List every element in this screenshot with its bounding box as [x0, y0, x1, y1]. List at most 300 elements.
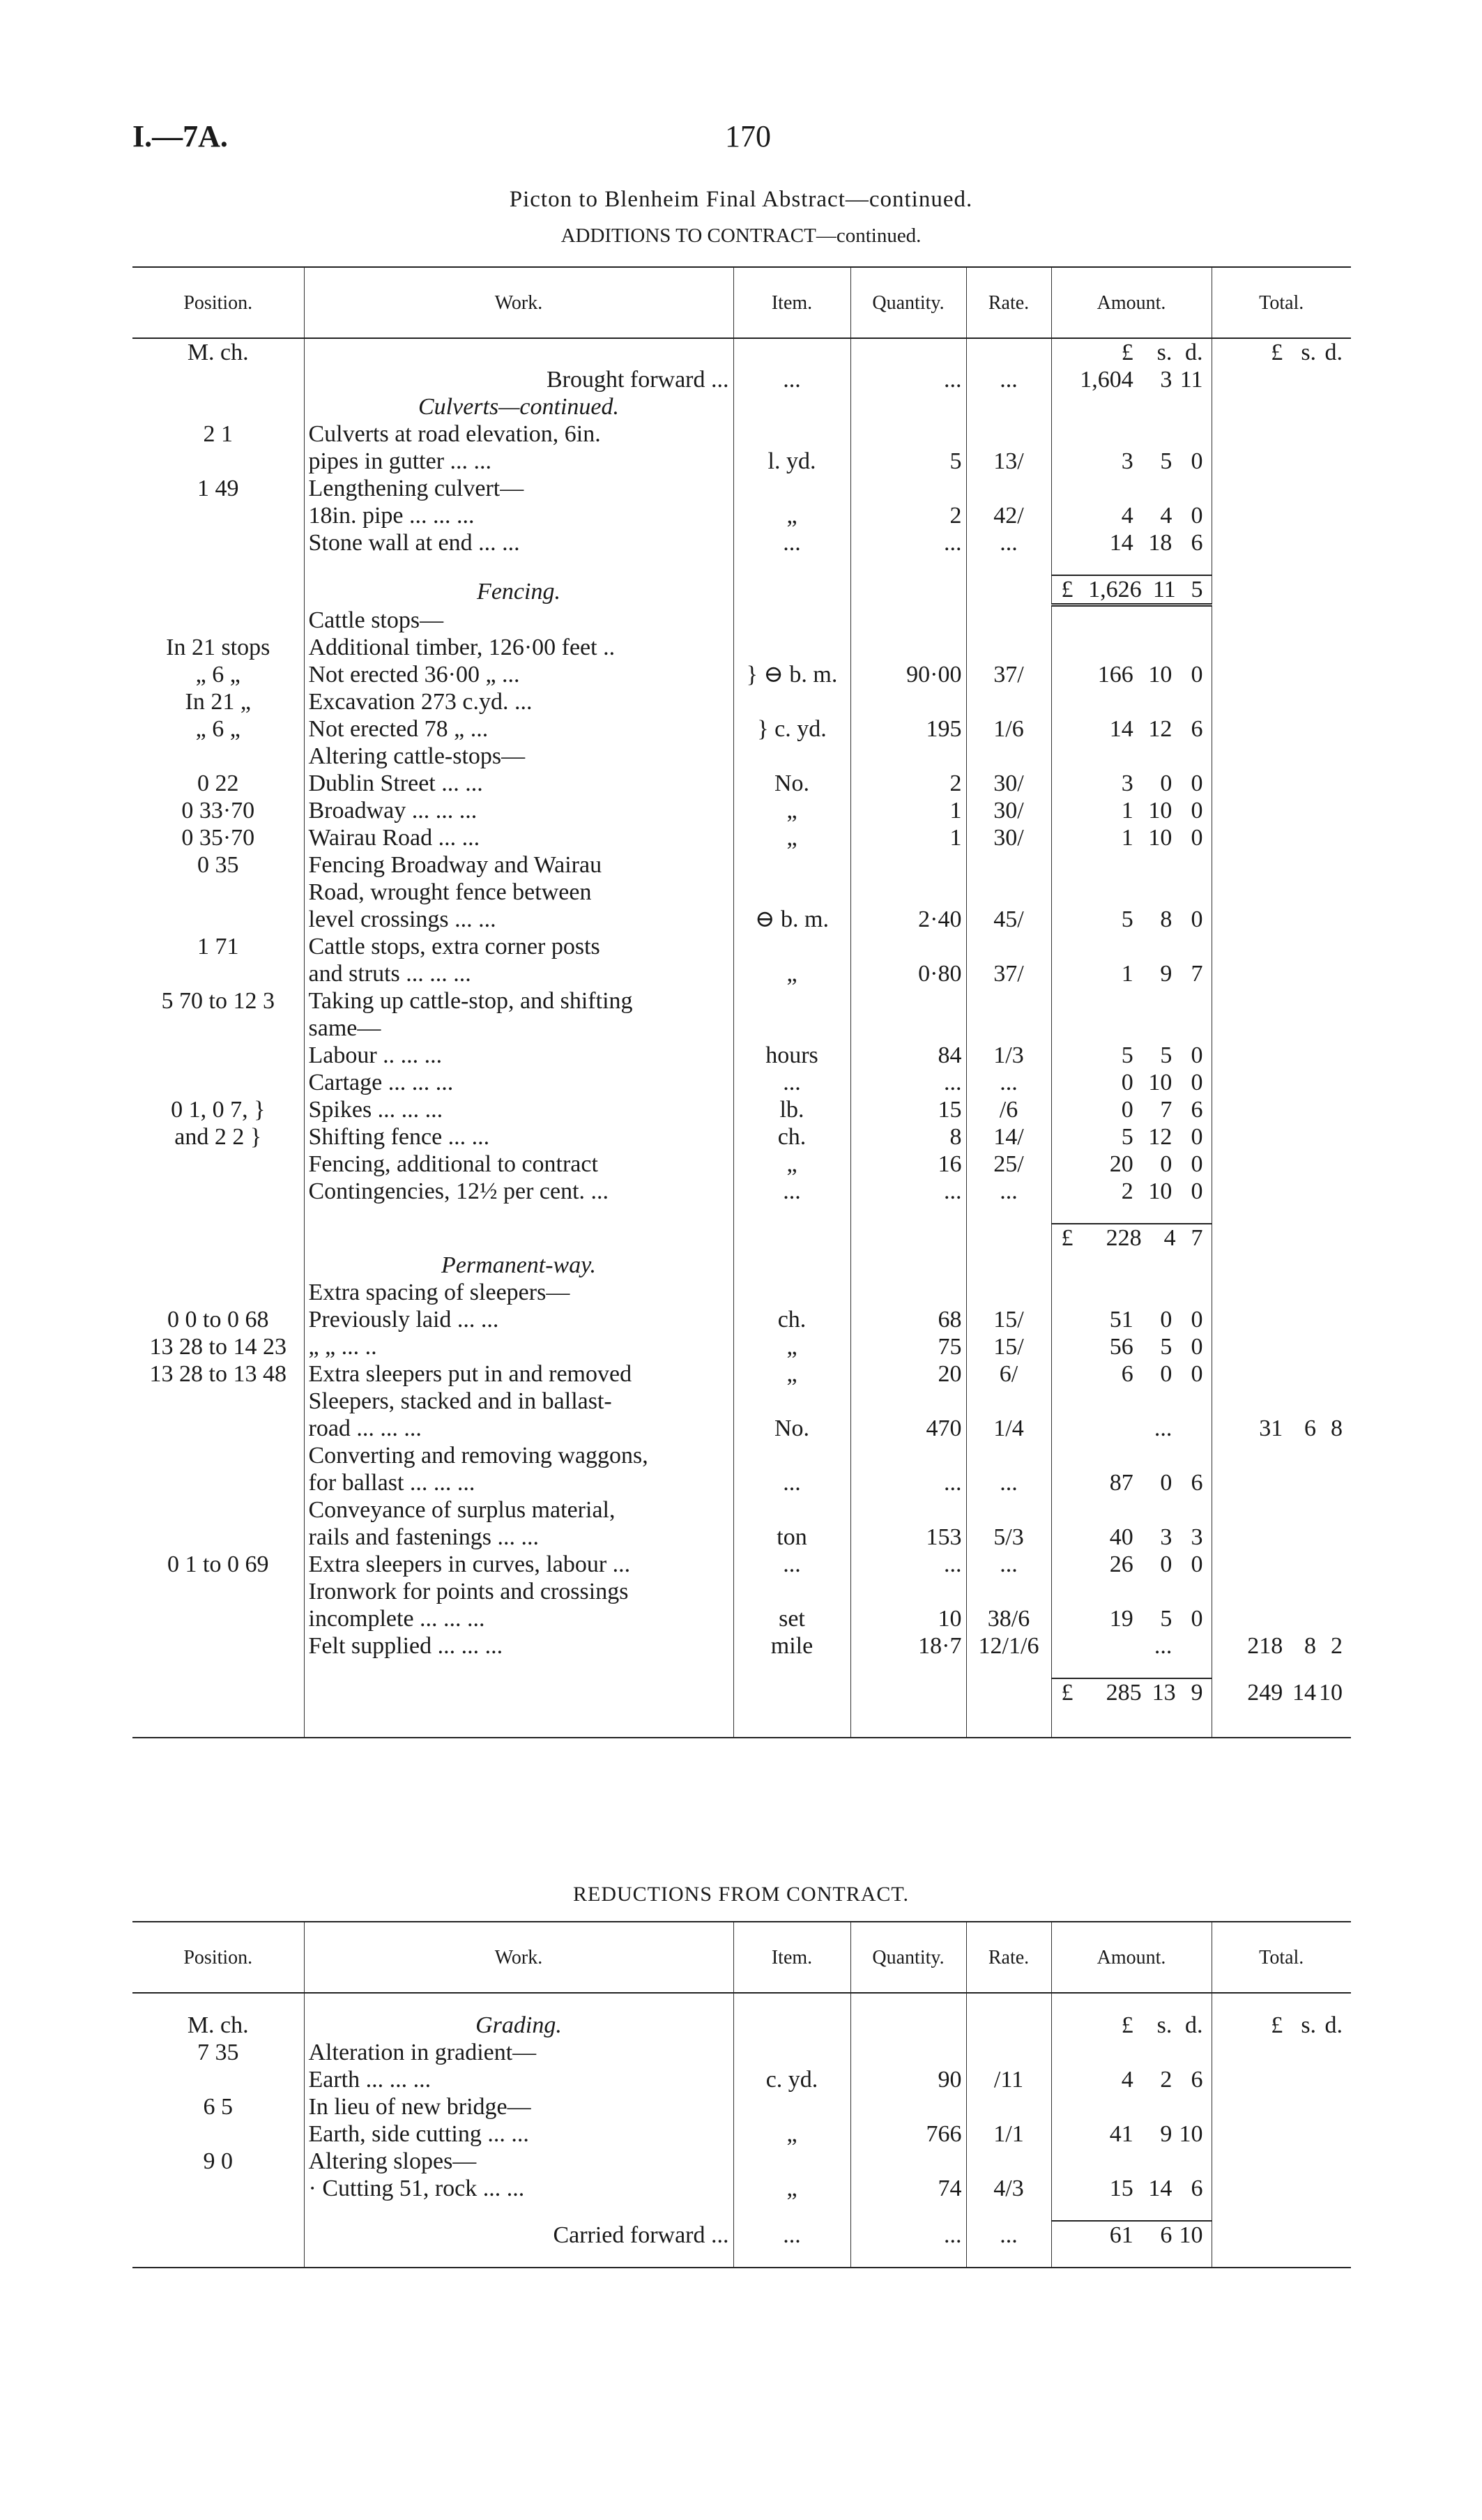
amount-shillings: 9 — [1160, 2121, 1172, 2147]
work-cell: Culverts at road elevation, 6in. — [304, 420, 733, 448]
amount-pence: 0 — [1191, 1606, 1203, 1632]
total-shillings: 8 — [1304, 1633, 1317, 1659]
item-cell: „ — [733, 502, 850, 529]
table-row — [132, 1123, 1351, 1151]
position-cell: 0 1 to 0 69 — [167, 1551, 269, 1577]
work-cell: Spikes ... ... ... — [304, 1096, 733, 1123]
total-cell — [1212, 338, 1351, 366]
rate-cell: 38/6 — [966, 1605, 1051, 1632]
table-row — [132, 2012, 1351, 2039]
item-cell: ⊖ b. m. — [733, 906, 850, 933]
quantity-cell: 75 — [850, 1333, 966, 1360]
item-cell — [733, 1252, 850, 1279]
total-cell — [1212, 1205, 1351, 1224]
table-row — [132, 987, 1351, 1015]
rate-cell — [966, 743, 1051, 770]
amount-pounds: £ — [1121, 340, 1133, 365]
amount-pounds: 2 — [1121, 1178, 1133, 1204]
work-cell: Fencing Broadway and Wairau — [304, 851, 733, 879]
quantity-cell — [850, 556, 966, 575]
amount-pence: 7 — [1191, 1225, 1203, 1251]
table-row — [132, 1069, 1351, 1096]
amount-shillings: 7 — [1160, 1097, 1172, 1123]
table-row — [132, 393, 1351, 420]
item-cell — [733, 420, 850, 448]
item-cell: ch. — [733, 1306, 850, 1333]
amount-pence: 6 — [1191, 2176, 1203, 2201]
amount-cell — [1051, 1252, 1212, 1279]
quantity-cell — [850, 1015, 966, 1042]
quantity-cell: 20 — [850, 1360, 966, 1388]
position-cell: 7 35 — [197, 2040, 239, 2065]
page-number: 170 — [725, 119, 771, 153]
amount-cell — [1051, 987, 1212, 1015]
item-cell: „ — [733, 2120, 850, 2148]
work-cell: Altering slopes— — [304, 2148, 733, 2175]
item-cell — [733, 1496, 850, 1524]
amount-cell — [1051, 661, 1212, 688]
table-row — [132, 1042, 1351, 1069]
total-cell — [1212, 529, 1351, 556]
rate-cell: 15/ — [966, 1306, 1051, 1333]
work-cell: Excavation 273 c.yd. ... — [304, 688, 733, 715]
item-cell — [733, 2249, 850, 2268]
item-cell: ... — [733, 1178, 850, 1205]
total-cell — [1212, 2093, 1351, 2120]
amount-pounds: 5 — [1121, 1042, 1133, 1068]
rate-cell — [966, 393, 1051, 420]
table-row — [132, 1678, 1351, 1706]
amount-cell — [1051, 2148, 1212, 2175]
work-cell: Felt supplied ... ... ... — [304, 1632, 733, 1660]
table-row — [132, 2066, 1351, 2093]
amount-cell — [1051, 2012, 1212, 2039]
amount-shillings: 11 — [1152, 577, 1176, 602]
total-pounds: 249 — [1247, 1680, 1283, 1706]
amount-pence: 9 — [1191, 1680, 1203, 1706]
amount-pence: 0 — [1191, 1124, 1203, 1150]
amount-pounds: 61 — [1109, 2222, 1133, 2248]
total-cell — [1212, 1151, 1351, 1178]
position-cell: 9 0 — [203, 2148, 233, 2174]
amount-pence: 0 — [1191, 1551, 1203, 1577]
amount-cell — [1051, 1069, 1212, 1096]
total-cell — [1212, 2012, 1351, 2039]
rate-cell: 30/ — [966, 770, 1051, 797]
work-cell: Carried forward ... — [304, 2221, 733, 2249]
amount-pence: d. — [1185, 2012, 1203, 2038]
rate-cell — [966, 1993, 1051, 2012]
reductions-header-row — [132, 1922, 1351, 1993]
amount-shillings: 10 — [1148, 825, 1172, 851]
position-cell — [132, 879, 304, 906]
amount-cell — [1051, 575, 1212, 605]
table-row — [132, 634, 1351, 661]
amount-pounds: 14 — [1109, 530, 1133, 556]
table-row — [132, 2221, 1351, 2249]
table-row — [132, 1224, 1351, 1252]
table-row — [132, 770, 1351, 797]
position-cell — [132, 960, 304, 987]
item-cell: ton — [733, 1524, 850, 1551]
amount-pounds: 20 — [1109, 1151, 1133, 1177]
amount-cell — [1051, 960, 1212, 987]
amount-pence: 0 — [1191, 1361, 1203, 1387]
quantity-cell: 2 — [850, 770, 966, 797]
position-cell — [132, 575, 304, 605]
total-cell — [1212, 448, 1351, 475]
total-cell — [1212, 1578, 1351, 1605]
total-cell — [1212, 1388, 1351, 1415]
item-cell: ... — [733, 529, 850, 556]
total-cell — [1212, 1678, 1351, 1706]
table-row — [132, 879, 1351, 906]
position-cell: 1 71 — [197, 934, 239, 959]
column-header-item: Item. — [733, 267, 850, 338]
amount-cell — [1051, 879, 1212, 906]
rate-cell — [966, 556, 1051, 575]
position-cell — [132, 1678, 304, 1706]
amount-prefix: £ — [1061, 577, 1074, 602]
amount-shillings: 9 — [1160, 961, 1172, 987]
position-cell: 0 0 to 0 68 — [167, 1307, 269, 1333]
rate-cell — [966, 2039, 1051, 2066]
reductions-table — [132, 1921, 1351, 2268]
quantity-cell — [850, 1496, 966, 1524]
amount-cell — [1051, 502, 1212, 529]
table-row — [132, 1706, 1351, 1738]
amount-cell — [1051, 2039, 1212, 2066]
amount-shillings: 5 — [1160, 1042, 1172, 1068]
work-cell: Culverts—continued. — [304, 393, 733, 420]
table-row — [132, 1360, 1351, 1388]
reductions-body — [132, 1993, 1351, 2268]
amount-pounds: 228 — [1106, 1225, 1142, 1251]
position-cell — [132, 1205, 304, 1224]
work-cell: Extra spacing of sleepers— — [304, 1279, 733, 1306]
work-cell: Ironwork for points and crossings — [304, 1578, 733, 1605]
item-cell: „ — [733, 824, 850, 851]
amount-cell — [1051, 1178, 1212, 1205]
table-row — [132, 2039, 1351, 2066]
total-cell — [1212, 824, 1351, 851]
work-cell: Fencing, additional to contract — [304, 1151, 733, 1178]
rate-cell: ... — [966, 1469, 1051, 1496]
amount-pounds: 56 — [1109, 1334, 1133, 1360]
amount-pounds: 19 — [1109, 1606, 1133, 1632]
amount-cell — [1051, 1632, 1212, 1660]
position-cell — [132, 366, 304, 393]
amount-cell — [1051, 1496, 1212, 1524]
amount-pence: 0 — [1191, 825, 1203, 851]
quantity-cell — [850, 879, 966, 906]
rate-cell: 42/ — [966, 502, 1051, 529]
table-row — [132, 2249, 1351, 2268]
table-row — [132, 1178, 1351, 1205]
total-pounds: £ — [1271, 340, 1283, 365]
column-header-work: Work. — [304, 1922, 733, 1993]
rate-cell — [966, 634, 1051, 661]
work-cell: Sleepers, stacked and in ballast- — [304, 1388, 733, 1415]
item-cell — [733, 1442, 850, 1469]
amount-pence: 0 — [1191, 1151, 1203, 1177]
amount-cell — [1051, 1042, 1212, 1069]
total-shillings: s. — [1301, 2012, 1317, 2038]
item-cell — [733, 1578, 850, 1605]
total-cell — [1212, 1178, 1351, 1205]
amount-shillings: 3 — [1160, 1524, 1172, 1550]
quantity-cell — [850, 1660, 966, 1678]
amount-cell — [1051, 338, 1212, 366]
item-cell — [733, 1993, 850, 2012]
amount-cell — [1051, 1205, 1212, 1224]
amount-cell — [1051, 797, 1212, 824]
amount-pence: 0 — [1191, 1070, 1203, 1095]
work-cell: Grading. — [304, 2012, 733, 2039]
amount-pounds: 1,604 — [1080, 367, 1133, 393]
column-header-position: Position. — [132, 1922, 304, 1993]
position-cell: 0 35·70 — [181, 825, 255, 851]
total-cell — [1212, 960, 1351, 987]
amount-shillings: 12 — [1148, 716, 1172, 742]
table-row — [132, 1151, 1351, 1178]
rate-cell: 45/ — [966, 906, 1051, 933]
item-cell: ... — [733, 1069, 850, 1096]
position-cell — [132, 2221, 304, 2249]
work-cell: Additional timber, 126·00 feet .. — [304, 634, 733, 661]
work-cell: Permanent-way. — [304, 1252, 733, 1279]
rate-cell: ... — [966, 1178, 1051, 1205]
work-cell: Cattle stops, extra corner posts — [304, 933, 733, 960]
total-cell — [1212, 1442, 1351, 1469]
item-cell — [733, 987, 850, 1015]
amount-cell — [1051, 2175, 1212, 2202]
total-shillings: 6 — [1304, 1415, 1317, 1441]
item-cell — [733, 575, 850, 605]
quantity-cell: 2 — [850, 502, 966, 529]
item-cell — [733, 338, 850, 366]
amount-pounds: 41 — [1109, 2121, 1133, 2147]
amount-shillings: ... — [1154, 1633, 1172, 1659]
table-row — [132, 933, 1351, 960]
amount-cell — [1051, 2066, 1212, 2093]
quantity-cell — [850, 2093, 966, 2120]
total-cell — [1212, 393, 1351, 420]
rate-cell: 12/1/6 — [966, 1632, 1051, 1660]
rate-cell — [966, 1015, 1051, 1042]
item-cell: set — [733, 1605, 850, 1632]
table-row — [132, 1442, 1351, 1469]
position-cell: In 21 „ — [185, 689, 251, 715]
amount-pounds: 4 — [1121, 2067, 1133, 2093]
total-cell — [1212, 2120, 1351, 2148]
total-cell — [1212, 2066, 1351, 2093]
work-cell: Fencing. — [304, 575, 733, 605]
quantity-cell: 470 — [850, 1415, 966, 1442]
total-cell — [1212, 634, 1351, 661]
rate-cell: 1/1 — [966, 2120, 1051, 2148]
amount-pence: 0 — [1191, 1307, 1203, 1333]
work-cell: pipes in gutter ... ... — [304, 448, 733, 475]
total-pence: 2 — [1331, 1633, 1343, 1659]
rate-cell: /11 — [966, 2066, 1051, 2093]
table-row — [132, 661, 1351, 688]
rate-cell — [966, 851, 1051, 879]
rate-cell — [966, 1388, 1051, 1415]
work-cell: Shifting fence ... ... — [304, 1123, 733, 1151]
amount-shillings: 3 — [1160, 367, 1172, 393]
amount-pounds: 5 — [1121, 906, 1133, 932]
column-header-rate: Rate. — [966, 267, 1051, 338]
table-row — [132, 366, 1351, 393]
amount-cell — [1051, 556, 1212, 575]
position-cell — [132, 1496, 304, 1524]
amount-shillings: 13 — [1152, 1680, 1176, 1706]
amount-cell — [1051, 2093, 1212, 2120]
amount-cell — [1051, 605, 1212, 635]
work-cell: Converting and removing waggons, — [304, 1442, 733, 1469]
amount-cell — [1051, 1015, 1212, 1042]
work-cell: Road, wrought fence between — [304, 879, 733, 906]
total-cell — [1212, 420, 1351, 448]
rate-cell: 4/3 — [966, 2175, 1051, 2202]
amount-cell — [1051, 1096, 1212, 1123]
quantity-cell — [850, 420, 966, 448]
total-cell — [1212, 743, 1351, 770]
amount-pounds: 285 — [1106, 1680, 1142, 1706]
table-row — [132, 1306, 1351, 1333]
table-row — [132, 797, 1351, 824]
amount-pence: 6 — [1191, 1470, 1203, 1496]
position-cell: M. ch. — [187, 340, 249, 365]
item-cell — [733, 879, 850, 906]
amount-pounds: 3 — [1121, 771, 1133, 796]
quantity-cell — [850, 2039, 966, 2066]
amount-shillings: 0 — [1160, 1361, 1172, 1387]
table-row — [132, 1605, 1351, 1632]
amount-shillings: s. — [1156, 2012, 1172, 2038]
total-cell — [1212, 1632, 1351, 1660]
work-cell: Contingencies, 12½ per cent. ... — [304, 1178, 733, 1205]
table-row — [132, 2175, 1351, 2202]
quantity-cell — [850, 1706, 966, 1738]
total-cell — [1212, 2175, 1351, 2202]
total-cell — [1212, 1096, 1351, 1123]
total-shillings: 14 — [1292, 1680, 1317, 1706]
quantity-cell: 90·00 — [850, 661, 966, 688]
rate-cell — [966, 879, 1051, 906]
amount-cell — [1051, 448, 1212, 475]
amount-pounds: 0 — [1121, 1070, 1133, 1095]
total-pounds: 31 — [1259, 1415, 1283, 1441]
amount-pence: 0 — [1191, 662, 1203, 688]
work-cell: Broadway ... ... ... — [304, 797, 733, 824]
rate-cell — [966, 1660, 1051, 1678]
item-cell — [733, 2093, 850, 2120]
amount-cell — [1051, 475, 1212, 502]
amount-shillings: 10 — [1148, 798, 1172, 823]
position-cell: „ 6 „ — [195, 662, 240, 688]
position-cell: In 21 stops — [166, 635, 270, 660]
quantity-cell: 68 — [850, 1306, 966, 1333]
amount-pence: 5 — [1191, 577, 1203, 602]
total-shillings: s. — [1301, 340, 1317, 365]
amount-cell — [1051, 1279, 1212, 1306]
table-row — [132, 2202, 1351, 2221]
amount-cell — [1051, 1706, 1212, 1738]
additions-header-row — [132, 267, 1351, 338]
total-cell — [1212, 1069, 1351, 1096]
total-pence: d. — [1324, 2012, 1343, 2038]
quantity-cell: ... — [850, 1469, 966, 1496]
item-cell — [733, 851, 850, 879]
quantity-cell: 766 — [850, 2120, 966, 2148]
quantity-cell — [850, 1578, 966, 1605]
total-cell — [1212, 1224, 1351, 1252]
amount-pounds: 1 — [1121, 798, 1133, 823]
table-row — [132, 960, 1351, 987]
item-cell — [733, 1706, 850, 1738]
position-cell — [132, 2066, 304, 2093]
work-cell — [304, 338, 733, 366]
work-cell: and struts ... ... ... — [304, 960, 733, 987]
total-cell — [1212, 575, 1351, 605]
amount-cell — [1051, 1578, 1212, 1605]
work-cell: Altering cattle-stops— — [304, 743, 733, 770]
position-cell — [132, 906, 304, 933]
amount-cell — [1051, 2120, 1212, 2148]
rate-cell — [966, 475, 1051, 502]
work-cell: same— — [304, 1015, 733, 1042]
position-cell — [132, 605, 304, 635]
table-row — [132, 1388, 1351, 1415]
item-cell: lb. — [733, 1096, 850, 1123]
work-cell — [304, 1993, 733, 2012]
amount-cell — [1051, 1605, 1212, 1632]
item-cell — [733, 1015, 850, 1042]
item-cell — [733, 688, 850, 715]
item-cell — [733, 2148, 850, 2175]
total-cell — [1212, 933, 1351, 960]
abstract-title: Picton to Blenheim Final Abstract—continued. — [509, 187, 973, 212]
rate-cell: ... — [966, 366, 1051, 393]
item-cell — [733, 1388, 850, 1415]
column-header-quantity: Quantity. — [850, 267, 966, 338]
rate-cell: 5/3 — [966, 1524, 1051, 1551]
amount-prefix: £ — [1061, 1225, 1074, 1251]
amount-pounds: 14 — [1109, 716, 1133, 742]
rate-cell — [966, 933, 1051, 960]
additions-body — [132, 338, 1351, 1738]
rate-cell: 1/6 — [966, 715, 1051, 743]
rate-cell — [966, 2148, 1051, 2175]
quantity-cell — [850, 1678, 966, 1706]
quantity-cell: ... — [850, 1069, 966, 1096]
additions-table — [132, 266, 1351, 1738]
amount-pounds: 166 — [1097, 662, 1133, 688]
total-cell — [1212, 1415, 1351, 1442]
position-cell: 13 28 to 13 48 — [149, 1361, 287, 1387]
quantity-cell: 1 — [850, 797, 966, 824]
quantity-cell: 10 — [850, 1605, 966, 1632]
amount-pounds: 5 — [1121, 1124, 1133, 1150]
amount-pence: 0 — [1191, 798, 1203, 823]
total-pence: 8 — [1331, 1415, 1343, 1441]
quantity-cell — [850, 1279, 966, 1306]
rate-cell — [966, 2249, 1051, 2268]
amount-cell — [1051, 2202, 1212, 2221]
rate-cell — [966, 987, 1051, 1015]
